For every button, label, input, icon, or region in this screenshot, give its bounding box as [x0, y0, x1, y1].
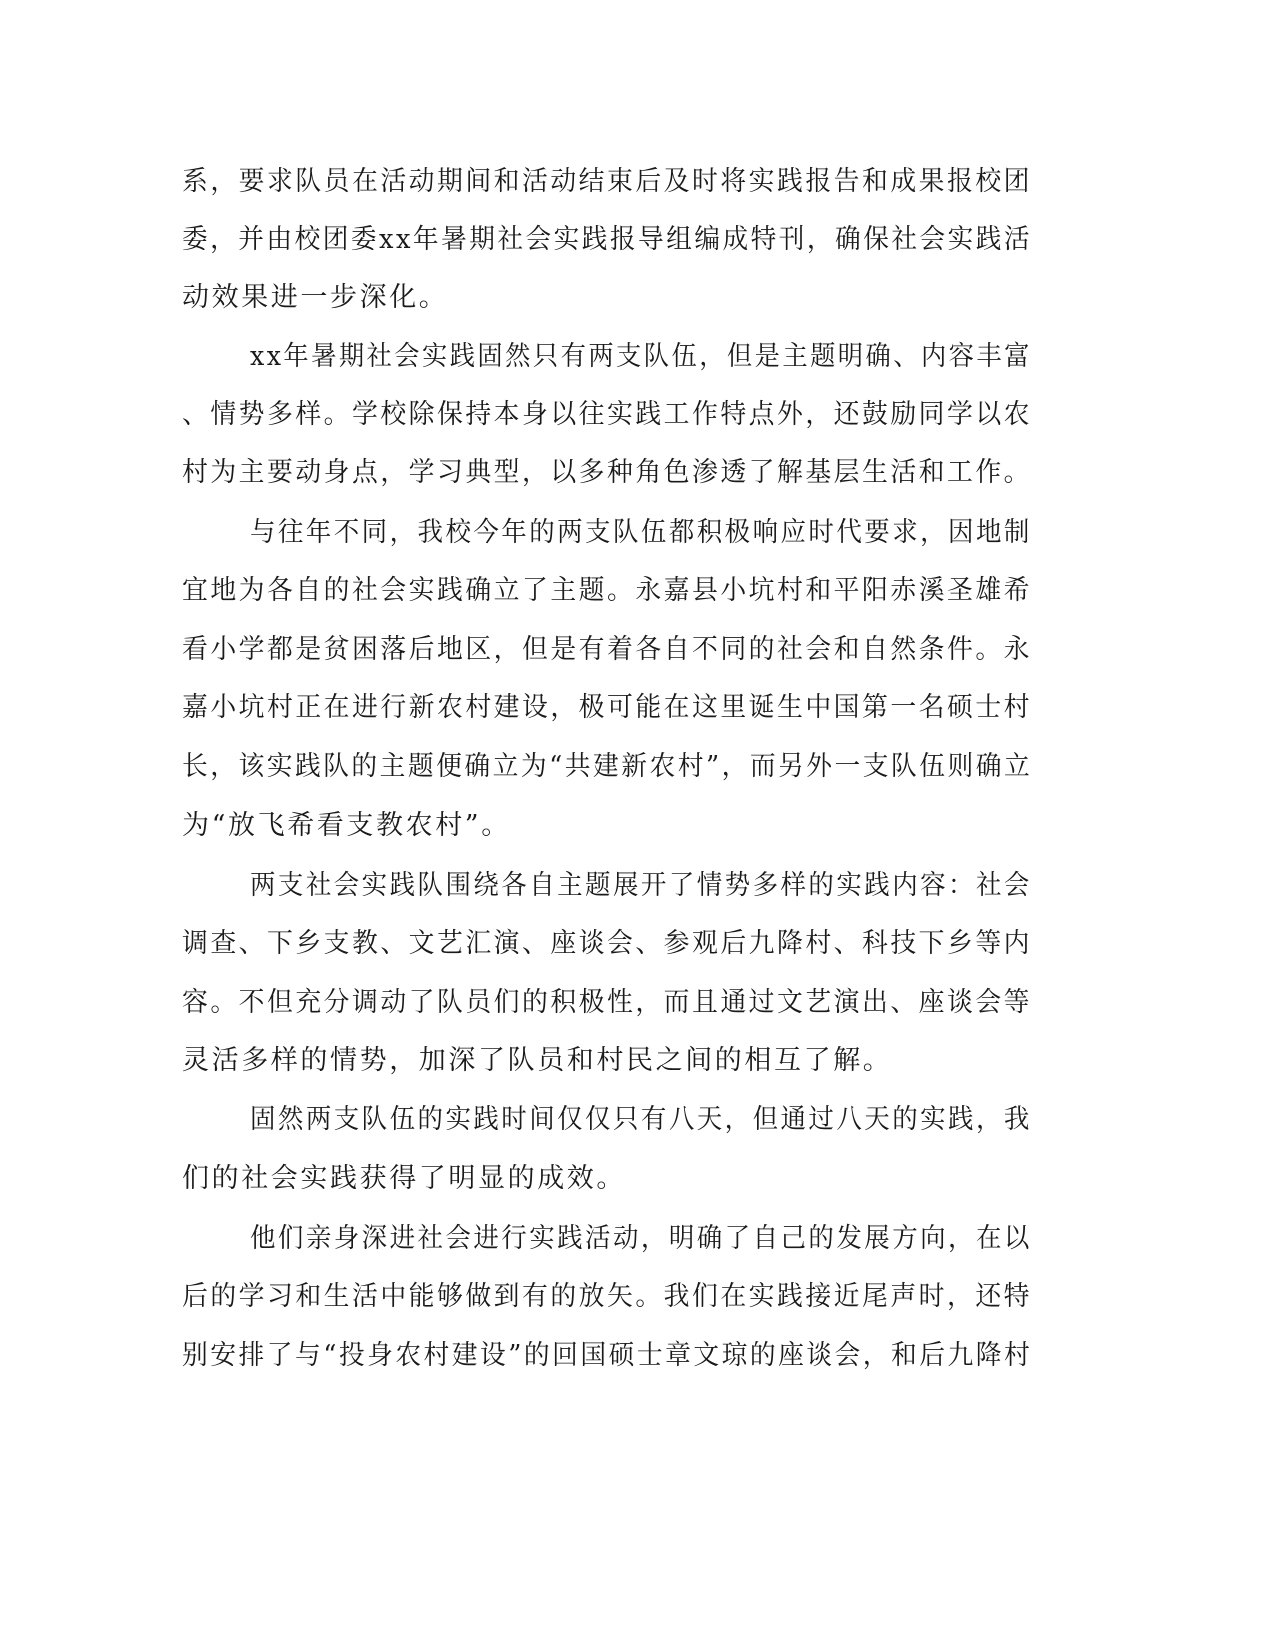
- text-line: 委，并由校团委xx年暑期社会实践报导组编成特刊，确保社会实践活: [182, 224, 1033, 255]
- text-line: 看小学都是贫困落后地区，但是有着各自不同的社会和自然条件。永: [182, 634, 1032, 665]
- text-line: 与往年不同，我校今年的两支队伍都积极响应时代要求，因地制: [250, 517, 1032, 548]
- text-line: 们的社会实践获得了明显的成效。: [182, 1163, 626, 1194]
- text-line: 村为主要动身点，学习典型，以多种角色渗透了解基层生活和工作。: [182, 457, 1032, 488]
- text-line: 两支社会实践队围绕各自主题展开了情势多样的实践内容：社会: [250, 870, 1032, 901]
- text-line: 嘉小坑村正在进行新农村建设，极可能在这里诞生中国第一名硕士村: [182, 692, 1032, 723]
- text-line: 他们亲身深进社会进行实践活动，明确了自己的发展方向，在以: [250, 1223, 1032, 1254]
- text-line: 容。不但充分调动了队员们的积极性，而且通过文艺演出、座谈会等: [182, 987, 1032, 1018]
- text-line: 别安排了与“投身农村建设”的回国硕士章文琼的座谈会，和后九降村: [182, 1340, 1033, 1371]
- text-line: 宜地为各自的社会实践确立了主题。永嘉县小坑村和平阳赤溪圣雄希: [182, 575, 1032, 606]
- text-line: 动效果进一步深化。: [182, 282, 449, 313]
- text-line: 灵活多样的情势，加深了队员和村民之间的相互了解。: [182, 1045, 893, 1076]
- text-line: 固然两支队伍的实践时间仅仅只有八天，但通过八天的实践，我: [250, 1104, 1032, 1135]
- text-line: 系，要求队员在活动期间和活动结束后及时将实践报告和成果报校团: [182, 166, 1032, 197]
- text-line: 长，该实践队的主题便确立为“共建新农村”，而另外一支队伍则确立: [182, 751, 1033, 782]
- text-line: 调查、下乡支教、文艺汇演、座谈会、参观后九降村、科技下乡等内: [182, 928, 1032, 959]
- text-line: xx年暑期社会实践固然只有两支队伍，但是主题明确、内容丰富: [250, 341, 1032, 372]
- text-line: 为“放飞希看支教农村”。: [182, 810, 511, 841]
- text-line: 、情势多样。学校除保持本身以往实践工作特点外，还鼓励同学以农: [182, 399, 1032, 430]
- text-line: 后的学习和生活中能够做到有的放矢。我们在实践接近尾声时，还特: [182, 1281, 1032, 1312]
